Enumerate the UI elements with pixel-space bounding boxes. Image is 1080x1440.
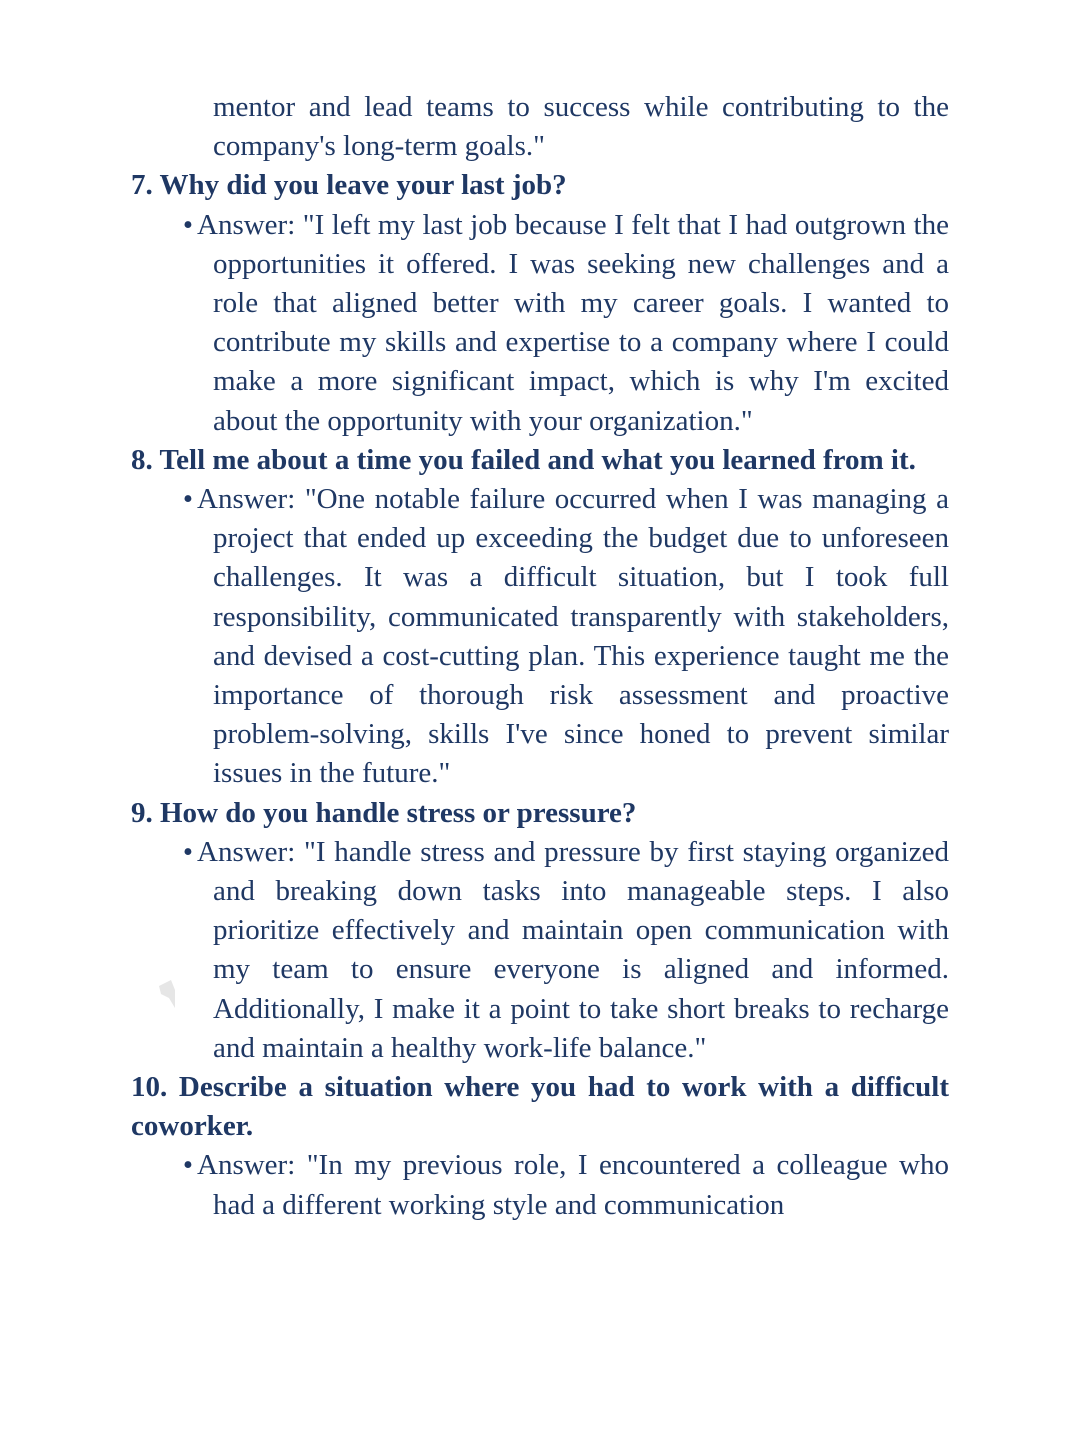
question-9: 9. How do you handle stress or pressure? xyxy=(131,796,637,829)
answer-10-text: Answer: "In my previous role, I encountered a colleague who had a different working style and communication xyxy=(197,1149,949,1221)
answer-9-text: Answer: "I handle stress and pressure by first staying organized and breaking down tasks into manageable steps. I also prioritize effectively and maintain open communication with my team to ensure everyone is aligned and informed. Additionally, I make it a point to take short breaks to recharge and maintain a healthy work-life balance." xyxy=(197,835,949,1064)
bullet-icon: • xyxy=(182,1149,194,1182)
document-page xyxy=(131,88,949,1225)
bullet-icon: • xyxy=(182,835,194,868)
faint-pen-mark-icon xyxy=(157,978,177,1010)
answer-8 xyxy=(182,480,949,794)
question-7: 7. Why did you leave your last job? xyxy=(131,169,567,202)
answer-9 xyxy=(182,833,949,1068)
question-8: 8. Tell me about a time you failed and what you learned from it. xyxy=(131,443,916,476)
answer-7-text: Answer: "I left my last job because I felt that I had outgrown the opportunities it offered. I was seeking new challenges and a role that aligned better with my career goals. I wanted to contribute my skills and expertise to a company where I could make a more significant impact, which is why I'm excited about the opportunity with your organization." xyxy=(197,208,949,437)
answer-7 xyxy=(182,206,949,441)
answer-8-text: Answer: "One notable failure occurred when I was managing a project that ended up exceeding the budget due to unforeseen challenges. It was a difficult situation, but I took full responsibility, communicated transparently with stakeholders, and devised a cost-cutting plan. This experience taught me the importance of thorough risk assessment and proactive problem-solving, skills I've since honed to prevent similar issues in the future." xyxy=(197,483,949,790)
question-10: 10. Describe a situation where you had to work with a difficult coworker. xyxy=(131,1071,949,1143)
bullet-icon: • xyxy=(182,208,194,241)
answer-10 xyxy=(182,1146,949,1224)
bullet-icon: • xyxy=(182,483,194,516)
answer-continuation: mentor and lead teams to success while contributing to the company's long-term goals." xyxy=(213,91,949,163)
